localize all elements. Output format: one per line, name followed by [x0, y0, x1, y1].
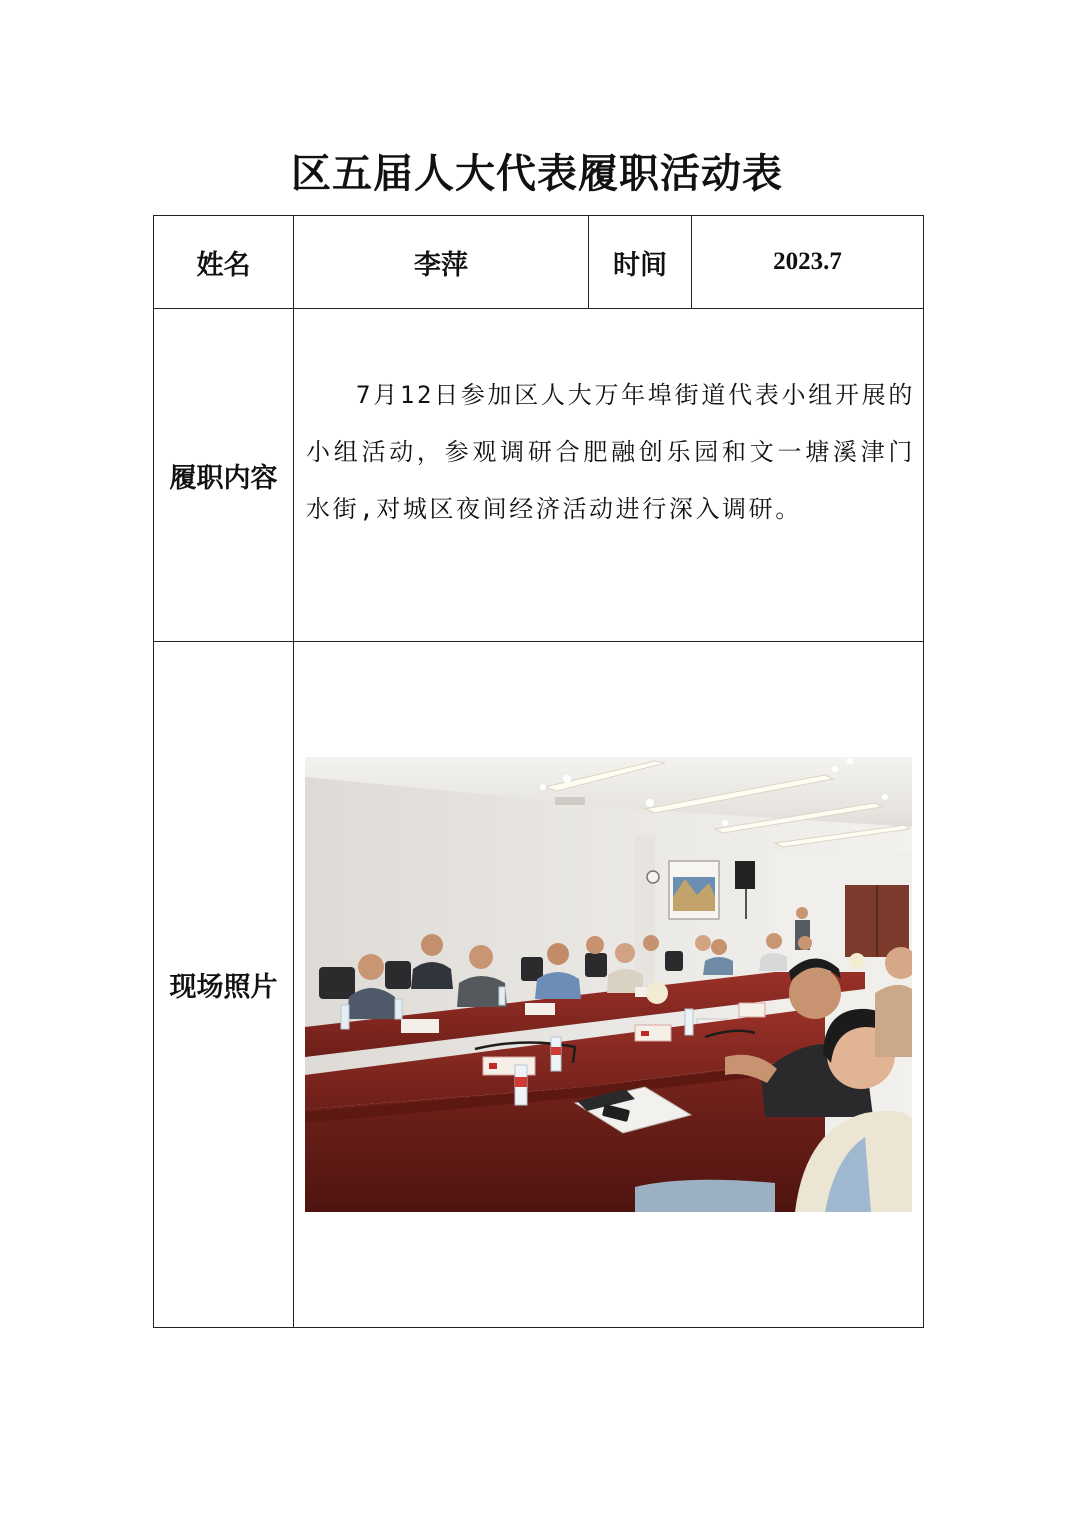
- name-value: 李萍: [294, 216, 589, 309]
- name-label: 姓名: [154, 216, 294, 309]
- time-label: 时间: [589, 216, 692, 309]
- content-label: 履职内容: [154, 309, 294, 642]
- content-cell: [294, 309, 924, 642]
- photo-cell: [294, 642, 924, 1328]
- photo-row: [154, 642, 924, 1328]
- time-value: 2023.7: [692, 216, 924, 309]
- photo-label: 现场照片: [154, 642, 294, 1328]
- header-row: [154, 216, 924, 309]
- content-row: [154, 309, 924, 642]
- activity-form-table: [153, 215, 924, 1328]
- meeting-photo: [305, 757, 912, 1212]
- content-text: 7月12日参加区人大万年埠街道代表小组开展的小组活动，参观调研合肥融创乐园和文一塘溪津门水街,对城区夜间经济活动进行深入调研。: [306, 381, 915, 523]
- page-title: 区五届人大代表履职活动表: [291, 150, 783, 197]
- meeting-photo-illustration: [305, 757, 912, 1212]
